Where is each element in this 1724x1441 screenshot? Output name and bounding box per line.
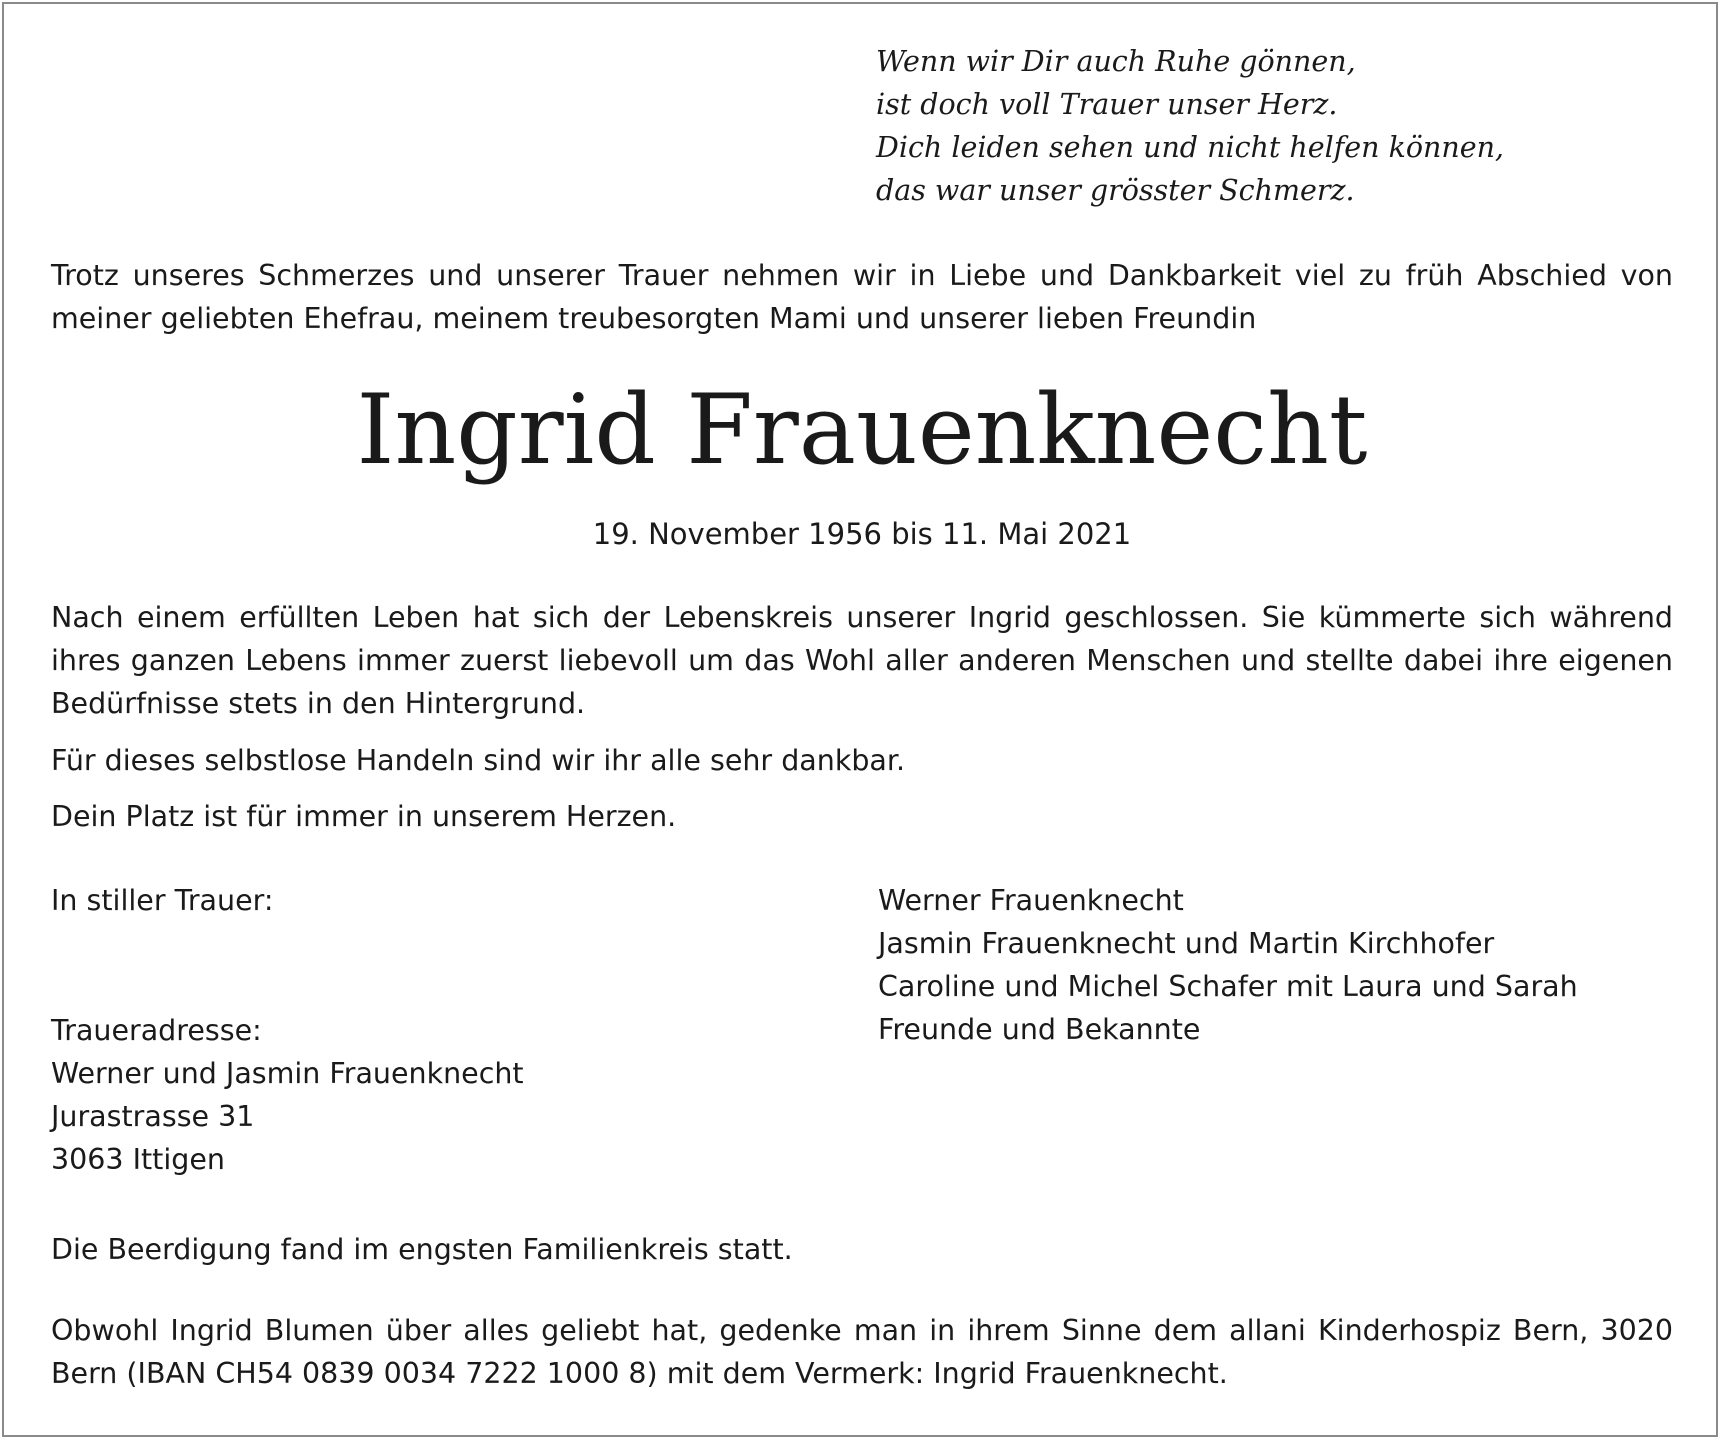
mourner-name: Werner Frauenknecht (878, 884, 1184, 917)
life-dates: 19. November 1956 bis 11. Mai 2021 (592, 517, 1132, 551)
poem-line: Wenn wir Dir auch Ruhe gönnen, (876, 45, 1356, 78)
poem (876, 40, 1504, 212)
poem-line: Dich leiden sehen und nicht helfen können, (876, 131, 1504, 164)
gratitude-line: Für dieses selbstlose Handeln sind wir ihr alle sehr dankbar. (51, 744, 906, 777)
mourner-name: Caroline und Michel Schafer mit Laura und Sarah (878, 970, 1578, 1003)
heart-line: Dein Platz ist für immer in unserem Herzen. (51, 800, 677, 833)
poem-line: ist doch voll Trauer unser Herz. (876, 88, 1338, 121)
burial-note: Die Beerdigung fand im engsten Familienkreis statt. (51, 1233, 793, 1266)
mourner-name: Jasmin Frauenknecht und Martin Kirchhofer (878, 927, 1495, 960)
address-line: Werner und Jasmin Frauenknecht (51, 1057, 524, 1090)
intro-paragraph: Trotz unseres Schmerzes und unserer Trauer nehmen wir in Liebe und Dankbarkeit viel zu früh Abschied von meiner geliebten Ehefrau, meinem treubesorgten Mami und unserer lieben Freundin (51, 259, 1673, 335)
tribute-paragraph: Nach einem erfüllten Leben hat sich der Lebenskreis unserer Ingrid geschlossen. Sie kümmerte sich während ihres ganzen Lebens immer zuerst liebevoll um das Wohl aller anderen Menschen und stellte dabei ihre eigenen Bedürfnisse stets in den Hintergrund. (51, 601, 1673, 720)
poem-line: das war unser grösster Schmerz. (876, 174, 1355, 207)
address-line: Jurastrasse 31 (51, 1100, 255, 1133)
mourning-address (51, 1009, 524, 1181)
deceased-name: Ingrid Frauenknecht (356, 374, 1368, 486)
address-line: 3063 Ittigen (51, 1143, 225, 1176)
donation-paragraph: Obwohl Ingrid Blumen über alles geliebt hat, gedenke man in ihrem Sinne dem allani Kinderhospiz Bern, 3020 Bern (IBAN CH54 0839 0034 7222 1000 8) mit dem Vermerk: Ingrid Frauenknecht. (51, 1314, 1673, 1390)
mourning-label: In stiller Trauer: (51, 884, 274, 917)
mourners-list (878, 879, 1578, 1051)
address-label: Traueradresse: (51, 1014, 262, 1047)
mourner-name: Freunde und Bekannte (878, 1013, 1201, 1046)
